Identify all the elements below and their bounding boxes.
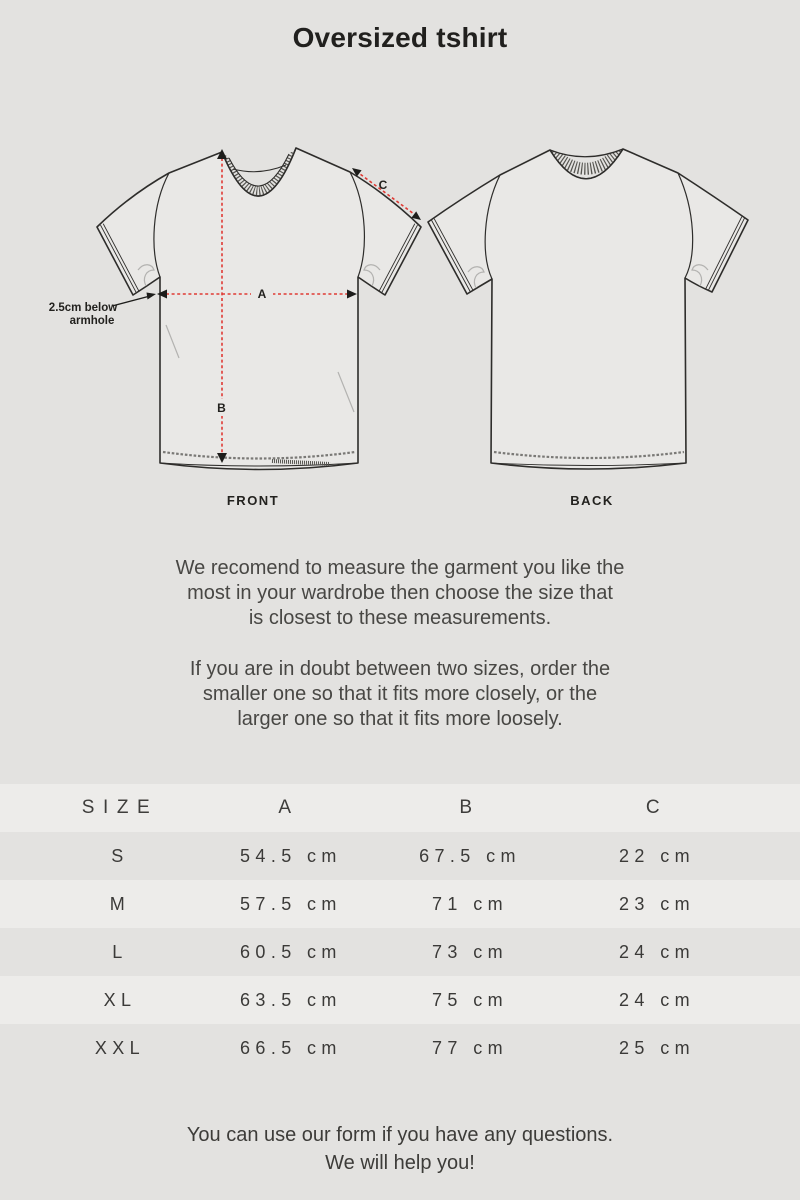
cell-c: 22 cm bbox=[618, 846, 696, 866]
cell-c: 24 cm bbox=[618, 990, 696, 1010]
cell-size: S bbox=[111, 846, 129, 866]
armhole-annotation bbox=[49, 293, 156, 328]
page-title: Oversized tshirt bbox=[292, 22, 508, 53]
cell-b: 77 cm bbox=[431, 1038, 509, 1058]
header-a: A bbox=[278, 797, 300, 818]
table-row bbox=[0, 928, 800, 976]
header-b: B bbox=[459, 797, 481, 818]
paragraph-line: larger one so that it fits more loosely. bbox=[237, 708, 563, 730]
table-row bbox=[0, 1024, 800, 1072]
measure-b-label: B bbox=[217, 401, 226, 415]
contact-footer bbox=[0, 1121, 800, 1177]
cell-b: 75 cm bbox=[431, 990, 509, 1010]
table-row bbox=[0, 832, 800, 880]
measuring-advice-paragraph bbox=[0, 556, 800, 631]
back-view-label: BACK bbox=[570, 493, 614, 508]
front-view-label: FRONT bbox=[226, 493, 280, 508]
paragraph-line: is closest to these measurements. bbox=[248, 607, 552, 629]
cell-b: 67.5 cm bbox=[419, 846, 521, 866]
annotation-line2: armhole bbox=[69, 315, 115, 327]
tshirt-measurement-diagram bbox=[0, 120, 800, 510]
cell-size: XXL bbox=[94, 1038, 146, 1058]
cell-size: M bbox=[109, 894, 131, 914]
cell-a: 63.5 cm bbox=[240, 990, 342, 1010]
sizing-doubt-paragraph bbox=[0, 657, 800, 732]
table-row bbox=[0, 976, 800, 1024]
cell-a: 60.5 cm bbox=[240, 942, 342, 962]
annotation-line1: 2.5cm below bbox=[48, 302, 118, 314]
paragraph-line: smaller one so that it fits more closely, or the bbox=[202, 683, 598, 705]
table-row bbox=[0, 880, 800, 928]
paragraph-line: If you are in doubt between two sizes, order the bbox=[189, 658, 611, 680]
cell-size: XL bbox=[103, 990, 137, 1010]
header-size: SIZE bbox=[81, 797, 159, 818]
back-shirt-drawing bbox=[428, 149, 748, 469]
cell-a: 54.5 cm bbox=[240, 846, 342, 866]
cell-c: 23 cm bbox=[618, 894, 696, 914]
cell-a: 66.5 cm bbox=[240, 1038, 342, 1058]
footer-line2: We will help you! bbox=[325, 1152, 475, 1174]
header-c: C bbox=[645, 797, 669, 818]
size-table bbox=[0, 784, 800, 1072]
front-shirt-drawing bbox=[97, 148, 421, 470]
cell-a: 57.5 cm bbox=[240, 894, 342, 914]
footer-line1: You can use our form if you have any questions. bbox=[186, 1124, 614, 1146]
cell-c: 24 cm bbox=[618, 942, 696, 962]
measure-c-label: C bbox=[378, 178, 388, 192]
paragraph-line: We recomend to measure the garment you like the bbox=[175, 557, 625, 579]
size-table-header-row bbox=[0, 784, 800, 832]
measure-a-label: A bbox=[257, 287, 267, 301]
cell-b: 71 cm bbox=[431, 894, 509, 914]
paragraph-line: most in your wardrobe then choose the size that bbox=[187, 582, 613, 604]
cell-b: 73 cm bbox=[431, 942, 509, 962]
cell-size: L bbox=[112, 942, 128, 962]
cell-c: 25 cm bbox=[618, 1038, 696, 1058]
